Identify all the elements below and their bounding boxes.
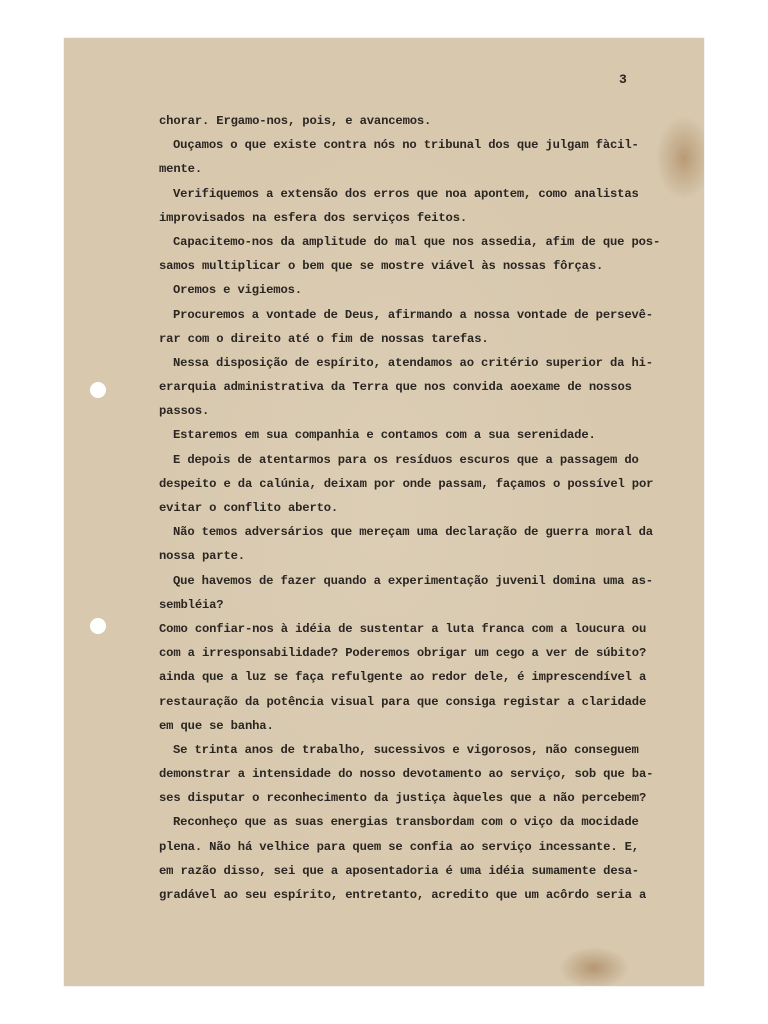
text-line: Que havemos de fazer quando a experimentação juvenil domina uma as- — [173, 573, 653, 588]
text-line: passos. — [159, 404, 210, 419]
text-line: demonstrar a intensidade do nosso devotamento ao serviço, sob que ba- — [159, 767, 654, 782]
text-line: improvisados na esfera dos serviços feitos. — [159, 210, 468, 225]
text-line: com a irresponsabilidade? Poderemos obrigar um cego a ver de súbito? — [159, 646, 647, 661]
text-line: nossa parte. — [159, 549, 245, 564]
typed-text-body — [159, 109, 679, 907]
text-line: samos multiplicar o bem que se mostre viável às nossas fôrças. — [159, 259, 604, 274]
text-line: Estaremos em sua companhia e contamos com a sua serenidade. — [173, 428, 596, 443]
text-line: ses disputar o reconhecimento da justiça àqueles que a não percebem? — [159, 791, 647, 806]
text-line: Nessa disposição de espírito, atendamos ao critério superior da hi- — [173, 355, 653, 370]
punch-hole-top — [90, 382, 106, 398]
text-line: evitar o conflito aberto. — [159, 501, 339, 515]
text-line: Não temos adversários que mereçam uma declaração de guerra moral da — [173, 525, 653, 540]
text-line: despeito e da calúnia, deixam por onde passam, façamos o possível por — [159, 476, 654, 491]
text-line: chorar. Ergamo-nos, pois, e avancemos. — [159, 114, 432, 128]
text-line: Procuremos a vontade de Deus, afirmando a nossa vontade de persevê- — [173, 307, 653, 322]
punch-hole-bottom — [90, 618, 106, 634]
typewritten-page — [64, 38, 704, 986]
text-line: rar com o direito até o fim de nossas tarefas. — [159, 331, 489, 346]
text-line: restauração da potência visual para que consiga registar a claridade — [159, 694, 647, 709]
text-line: sembléia? — [159, 597, 224, 612]
text-line: em que se banha. — [159, 718, 274, 733]
text-line: erarquia administrativa da Terra que nos convida aoexame de nossos — [159, 380, 632, 395]
text-line: ainda que a luz se faça refulgente ao redor dele, é imprescendível a — [159, 670, 647, 685]
text-line: gradável ao seu espírito, entretanto, acredito que um acôrdo seria a — [159, 888, 647, 902]
text-line: Ouçamos o que existe contra nós no tribunal dos que julgam fàcil- — [173, 138, 639, 153]
text-line: Capacitemo-nos da amplitude do mal que nos assedia, afim de que pos- — [173, 234, 661, 249]
text-line: mente. — [159, 162, 202, 177]
text-line: Reconheço que as suas energias transbordam com o viço da mocidade — [173, 815, 639, 830]
text-line: Verifiquemos a extensão dos erros que noa apontem, como analistas — [173, 186, 639, 201]
text-line: Se trinta anos de trabalho, sucessivos e vigorosos, não conseguem — [173, 742, 639, 757]
text-line: plena. Não há velhice para quem se confia ao serviço incessante. E, — [159, 839, 639, 854]
page-number: 3 — [619, 72, 627, 87]
text-line: em razão disso, sei que a aposentadoria é uma idéia sumamente desa- — [159, 863, 639, 878]
text-line: E depois de atentarmos para os resíduos escuros que a passagem do — [173, 452, 639, 467]
text-line: Como confiar-nos à idéia de sustentar a luta franca com a loucura ou — [159, 621, 647, 636]
text-line: Oremos e vigiemos. — [173, 283, 302, 298]
